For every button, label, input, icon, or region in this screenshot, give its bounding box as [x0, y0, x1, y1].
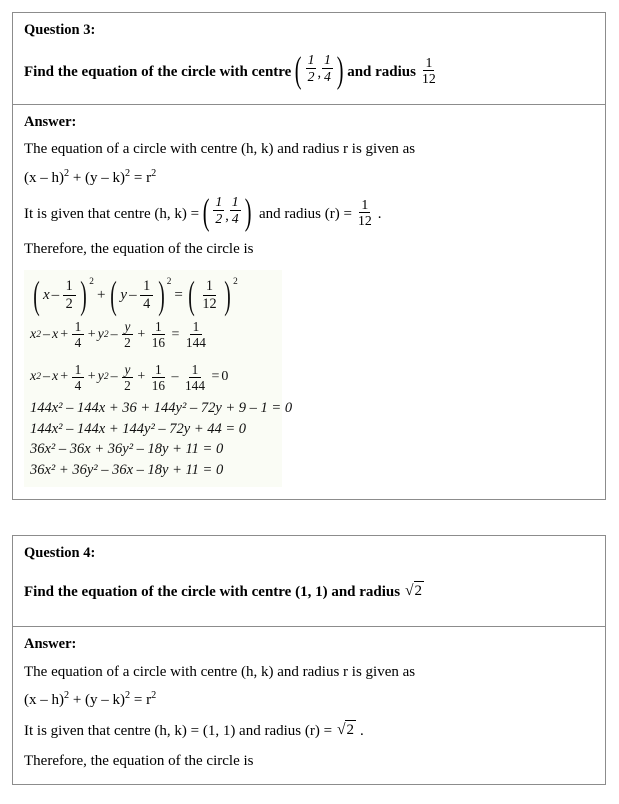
question-3-prompt-prefix: Find the equation of the circle with centre [24, 64, 292, 81]
eq3-equals: = [211, 369, 220, 385]
eq1-frac-2: $\frac{1}{4}$ [140, 279, 153, 311]
eq2-frac-1: $\frac{1}{4}$ [72, 320, 85, 350]
answer-4-general-equation [24, 691, 594, 711]
eq1-sq2: 2 [166, 277, 172, 288]
general-eq-part-c: = r [130, 692, 152, 709]
given-centre-x-fraction: $\frac{1}{2}$ [215, 193, 223, 226]
given-suffix: . [359, 723, 364, 740]
general-eq-exp-1: 2 [64, 167, 70, 179]
eq3-op4: – [110, 369, 118, 385]
left-paren: ( [202, 190, 210, 232]
right-paren: ) [244, 190, 252, 232]
derivation-block [24, 270, 293, 487]
eq1-sq1: 2 [89, 277, 94, 288]
eq2-c: y [97, 326, 104, 342]
general-eq-part-b: + (y – k) [69, 169, 126, 186]
given-radius-sqrt [337, 720, 356, 741]
question-3-section [13, 13, 605, 104]
radical-icon: √ [405, 581, 414, 599]
question-4-prompt [24, 583, 594, 603]
eq2-op5: + [137, 326, 146, 342]
answer-4-section [13, 626, 605, 783]
derivation-eq-6: 36x² – 36x + 36y² – 18y + 11 = 0 [30, 441, 224, 458]
group-y: ( y – $\frac{1}{4}$ ) 2 [110, 273, 172, 317]
given-prefix: It is given that centre (h, k) = (1, 1) and radius (r) = [24, 723, 333, 740]
given-suffix: . [377, 205, 382, 222]
derivation-eq-4: 144x² – 144x + 36 + 144y² – 72y + 9 – 1 = 0 [30, 400, 293, 417]
given-radicand: 2 [345, 720, 356, 741]
question-4-section [13, 536, 605, 626]
question-4-radicand: 2 [414, 582, 423, 599]
eq1-equals: = [174, 286, 183, 303]
question-box-3 [12, 12, 606, 500]
answer-3-given-line [24, 190, 594, 232]
eq2-frac-2: $\frac{y}{2}$ [121, 320, 134, 350]
eq2-op3: + [87, 326, 96, 342]
eq1-sq3: 2 [233, 277, 238, 288]
eq3-zero: 0 [221, 369, 229, 385]
answer-4-line-1: The equation of a circle with centre (h, k) and radius r is given as [24, 663, 416, 680]
derivation-eq-7: 36x² + 36y² – 36x – 18y + 11 = 0 [30, 461, 224, 478]
general-eq-exp-2: 2 [125, 690, 131, 702]
pair-comma: , [317, 65, 322, 82]
general-eq-exp-1: 2 [64, 690, 70, 702]
eq3-op1: – [42, 369, 50, 385]
pair-comma: , [225, 207, 229, 224]
eq1-frac-3: $\frac{1}{12}$ [202, 278, 217, 312]
derivation-eq-2: x 2 – x + $\frac{1}{4}$ + y 2 – $\frac{y}{2}$ + $\frac{1}{16}$ = $\frac{1}{144}$ [30, 320, 282, 350]
general-eq-exp-3: 2 [151, 690, 157, 702]
eq2-op1: – [42, 326, 50, 342]
given-centre-pair [200, 190, 254, 232]
eq3-op3: + [87, 369, 96, 385]
eq1-op1: – [51, 286, 60, 303]
group-r: ( $\frac{1}{12}$ ) 2 [188, 273, 238, 317]
eq1-op3: – [129, 286, 137, 303]
eq3-a: x [30, 369, 37, 385]
general-eq-exp-3: 2 [151, 167, 157, 179]
answer-3-therefore: Therefore, the equation of the circle is [24, 240, 254, 257]
eq3-op2: + [60, 369, 69, 385]
eq3-op6: – [171, 369, 179, 385]
answer-4-therefore: Therefore, the equation of the circle is [24, 753, 254, 770]
eq3-frac-1: $\frac{1}{4}$ [72, 363, 85, 393]
question-3-label: Question 3: [24, 22, 96, 38]
eq2-op2: + [60, 326, 69, 342]
given-centre-y-fraction: $\frac{1}{4}$ [231, 193, 239, 226]
question-3-prompt [24, 48, 594, 90]
eq2-op4: – [110, 326, 118, 342]
eq3-frac-3: $\frac{1}{16}$ [151, 361, 166, 393]
centre-y-fraction: $\frac{1}{4}$ [324, 51, 331, 84]
given-mid: and radius (r) = [258, 205, 352, 222]
derivation-eq-1 [30, 273, 282, 317]
eq2-b: x [51, 326, 59, 342]
question-4-prompt-prefix: Find the equation of the circle with centre (1, 1) and radius [24, 584, 401, 601]
group-x: ( x – $\frac{1}{2}$ ) 2 [33, 273, 94, 317]
answer-3-label: Answer: [24, 113, 77, 130]
eq3-frac-2: $\frac{y}{2}$ [121, 363, 134, 393]
general-eq-part-b: + (y – k) [69, 692, 126, 709]
eq3-op5: + [137, 369, 146, 385]
answer-4-given-line [24, 722, 594, 743]
eq2-equals: = [171, 326, 180, 342]
question-3-centre-pair [292, 48, 346, 90]
general-eq-exp-2: 2 [125, 167, 131, 179]
eq2-frac-4: $\frac{1}{144}$ [185, 318, 206, 351]
answer-3-general-equation [24, 169, 594, 189]
answer-3-section [13, 104, 605, 499]
question-box-4 [12, 535, 606, 785]
general-eq-part-a: (x – h) [24, 692, 64, 709]
question-4-label: Question 4: [24, 545, 96, 562]
eq3-b: x [51, 369, 59, 385]
eq2-a: x [30, 326, 37, 342]
derivation-eq-3: x 2 – x + $\frac{1}{4}$ + y 2 – $\frac{y}{2}$ + $\frac{1}{16}$ – $\frac{1}{144}$ = 0 [30, 361, 229, 393]
right-paren: ) [336, 48, 344, 90]
eq3-c: y [97, 369, 104, 385]
answer-3-line-1: The equation of a circle with centre (h, k) and radius r is given as [24, 141, 416, 158]
eq1-y: y [120, 286, 128, 303]
centre-x-fraction: $\frac{1}{2}$ [307, 51, 315, 84]
eq1-op2: + [96, 286, 106, 303]
question-3-prompt-mid: and radius [347, 64, 416, 81]
eq1-x: x [43, 286, 50, 303]
general-eq-part-c: = r [130, 169, 152, 186]
general-eq-part-a: (x – h) [24, 169, 64, 186]
radical-icon: √ [337, 720, 346, 738]
left-paren: ( [295, 48, 302, 90]
answer-4-label: Answer: [24, 636, 77, 653]
given-radius-fraction: $\frac{1}{12}$ [357, 196, 372, 229]
question-4-radius-sqrt [405, 581, 424, 601]
derivation-eq-5: 144x² – 144x + 144y² – 72y + 44 = 0 [30, 420, 247, 437]
eq1-frac-1: $\frac{1}{2}$ [63, 279, 76, 311]
eq2-frac-3: $\frac{1}{16}$ [151, 318, 166, 351]
eq3-frac-4: $\frac{1}{144}$ [185, 361, 205, 393]
question-3-radius-fraction: $\frac{1}{12}$ [422, 54, 436, 87]
given-prefix: It is given that centre (h, k) = [24, 205, 200, 222]
